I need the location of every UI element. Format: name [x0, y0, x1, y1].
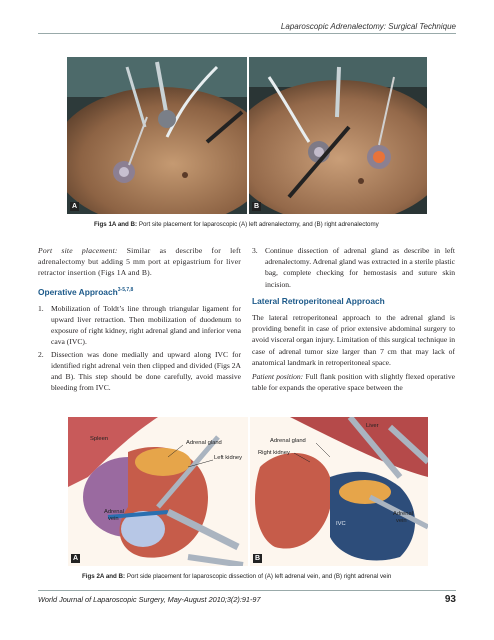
- adrenal-vein-label-a: Adrenal vein: [104, 509, 124, 522]
- figure1-photo-a: [67, 57, 247, 214]
- figure2-caption-label: Figs 2A and B:: [82, 573, 126, 580]
- figure2-illustration-a: [68, 417, 248, 566]
- patient-position-label: Patient position:: [252, 372, 304, 382]
- port-site-label: Port site placement:: [38, 246, 118, 255]
- step-text: Continue dissection of adrenal gland as describe in left adrenalectomy. Adrenal gland was extracted in a sterile plastic bag, complete checking for hemostasis and suture skin incision.: [265, 246, 455, 289]
- operative-approach-refs: 3-5,7,8: [117, 286, 134, 293]
- operative-approach-title: Operative Approach: [38, 286, 118, 297]
- patient-position-paragraph: [252, 371, 455, 393]
- ivc-label: IVC: [336, 521, 346, 527]
- step-number: 2.: [38, 349, 44, 359]
- figure1-photo-b: [249, 57, 427, 214]
- step-text: Mobilization of Toldt’s line through triangular ligament for upward liver retraction. Then mobilization of duodenum to exposure of right kidney, right adrenal gland and inferior vena cava (IVC).: [51, 303, 241, 347]
- list-item: [38, 349, 241, 394]
- running-title: Laparoscopic Adrenalectomy: Surgical Technique: [280, 22, 456, 31]
- adrenal-gland-label-b: Adrenal gland: [270, 438, 306, 444]
- continued-steps-list: [252, 245, 455, 290]
- figure2-caption-text: Port side placement for laparoscopic dissection of (A) left adrenal vein, and (B) right adrenal vein: [125, 573, 392, 580]
- patient-position-text: Full flank position with slightly flexed operative table for expands the operative space between the: [252, 372, 455, 393]
- figure1-caption-text: Port site placement for laparoscopic (A) left adrenalectomy, and (B) right adrenalectomy: [137, 221, 379, 228]
- right-kidney-label: Right kidney: [258, 450, 290, 456]
- spleen-label: Spleen: [90, 436, 109, 442]
- step-number: 1.: [38, 303, 44, 313]
- figure1-photo-a-illustration: [67, 57, 247, 214]
- left-column: [38, 245, 241, 394]
- retroperitoneal-paragraph: The lateral retroperitoneal approach to the adrenal gland is providing benefit in case of prior extensive abdominal surgery to avoid visceral organ injury. Limitation of this surgical technique in case of adrenal tumor size larger than 7 cm that may lack of anatomical landmark in retroperitoneal space.: [252, 313, 455, 367]
- left-kidney-label: Left kidney: [214, 455, 243, 461]
- retroperitoneal-heading: Lateral Retroperitoneal Approach: [252, 295, 385, 306]
- figure2-drawing-a: [68, 417, 248, 566]
- figure1-panel-label-b: B: [254, 203, 260, 210]
- figure1-panel-label-a: A: [72, 203, 78, 210]
- list-item: [252, 245, 455, 290]
- figure1-photo-b-illustration: [249, 57, 427, 214]
- adrenal-gland-label-a: Adrenal gland: [186, 440, 222, 446]
- liver-label: Liver: [366, 423, 379, 429]
- page-number: 93: [444, 594, 456, 605]
- figure1-caption-label: Figs 1A and B:: [94, 221, 138, 228]
- header-rule: [38, 33, 456, 34]
- step-text: Dissection was done medially and upward along IVC for identified right adrenal vein then clipped and divided (Figs 2A and B). This step should be done carefully, avoid massive bleeding from IVC.: [51, 349, 242, 393]
- operative-approach-heading: [38, 285, 241, 298]
- adrenal-vein-label-b: Adrenal vein: [393, 511, 413, 524]
- figure2-panel-label-b: B: [255, 555, 261, 562]
- step-number: 3.: [252, 246, 258, 255]
- figure1-caption: [94, 221, 379, 228]
- operative-steps-list: [38, 303, 241, 394]
- port-site-paragraph: [38, 245, 241, 279]
- footer-rule: [38, 590, 456, 591]
- right-column: [252, 245, 455, 396]
- figure2-panel-label-a: A: [73, 555, 79, 562]
- port-site-text: Similar as describe for left adrenalectomy but adding 5 mm port at epigastrium for liver retractor insertion (Figs 1A and B).: [38, 246, 242, 278]
- footer-journal: World Journal of Laparoscopic Surgery, May-August 2010;3(2):91-97: [38, 595, 261, 604]
- figure2-drawing-b: [250, 417, 428, 566]
- list-item: [38, 303, 241, 348]
- figure2-illustration-b: [250, 417, 428, 566]
- figure2-caption: [82, 573, 391, 580]
